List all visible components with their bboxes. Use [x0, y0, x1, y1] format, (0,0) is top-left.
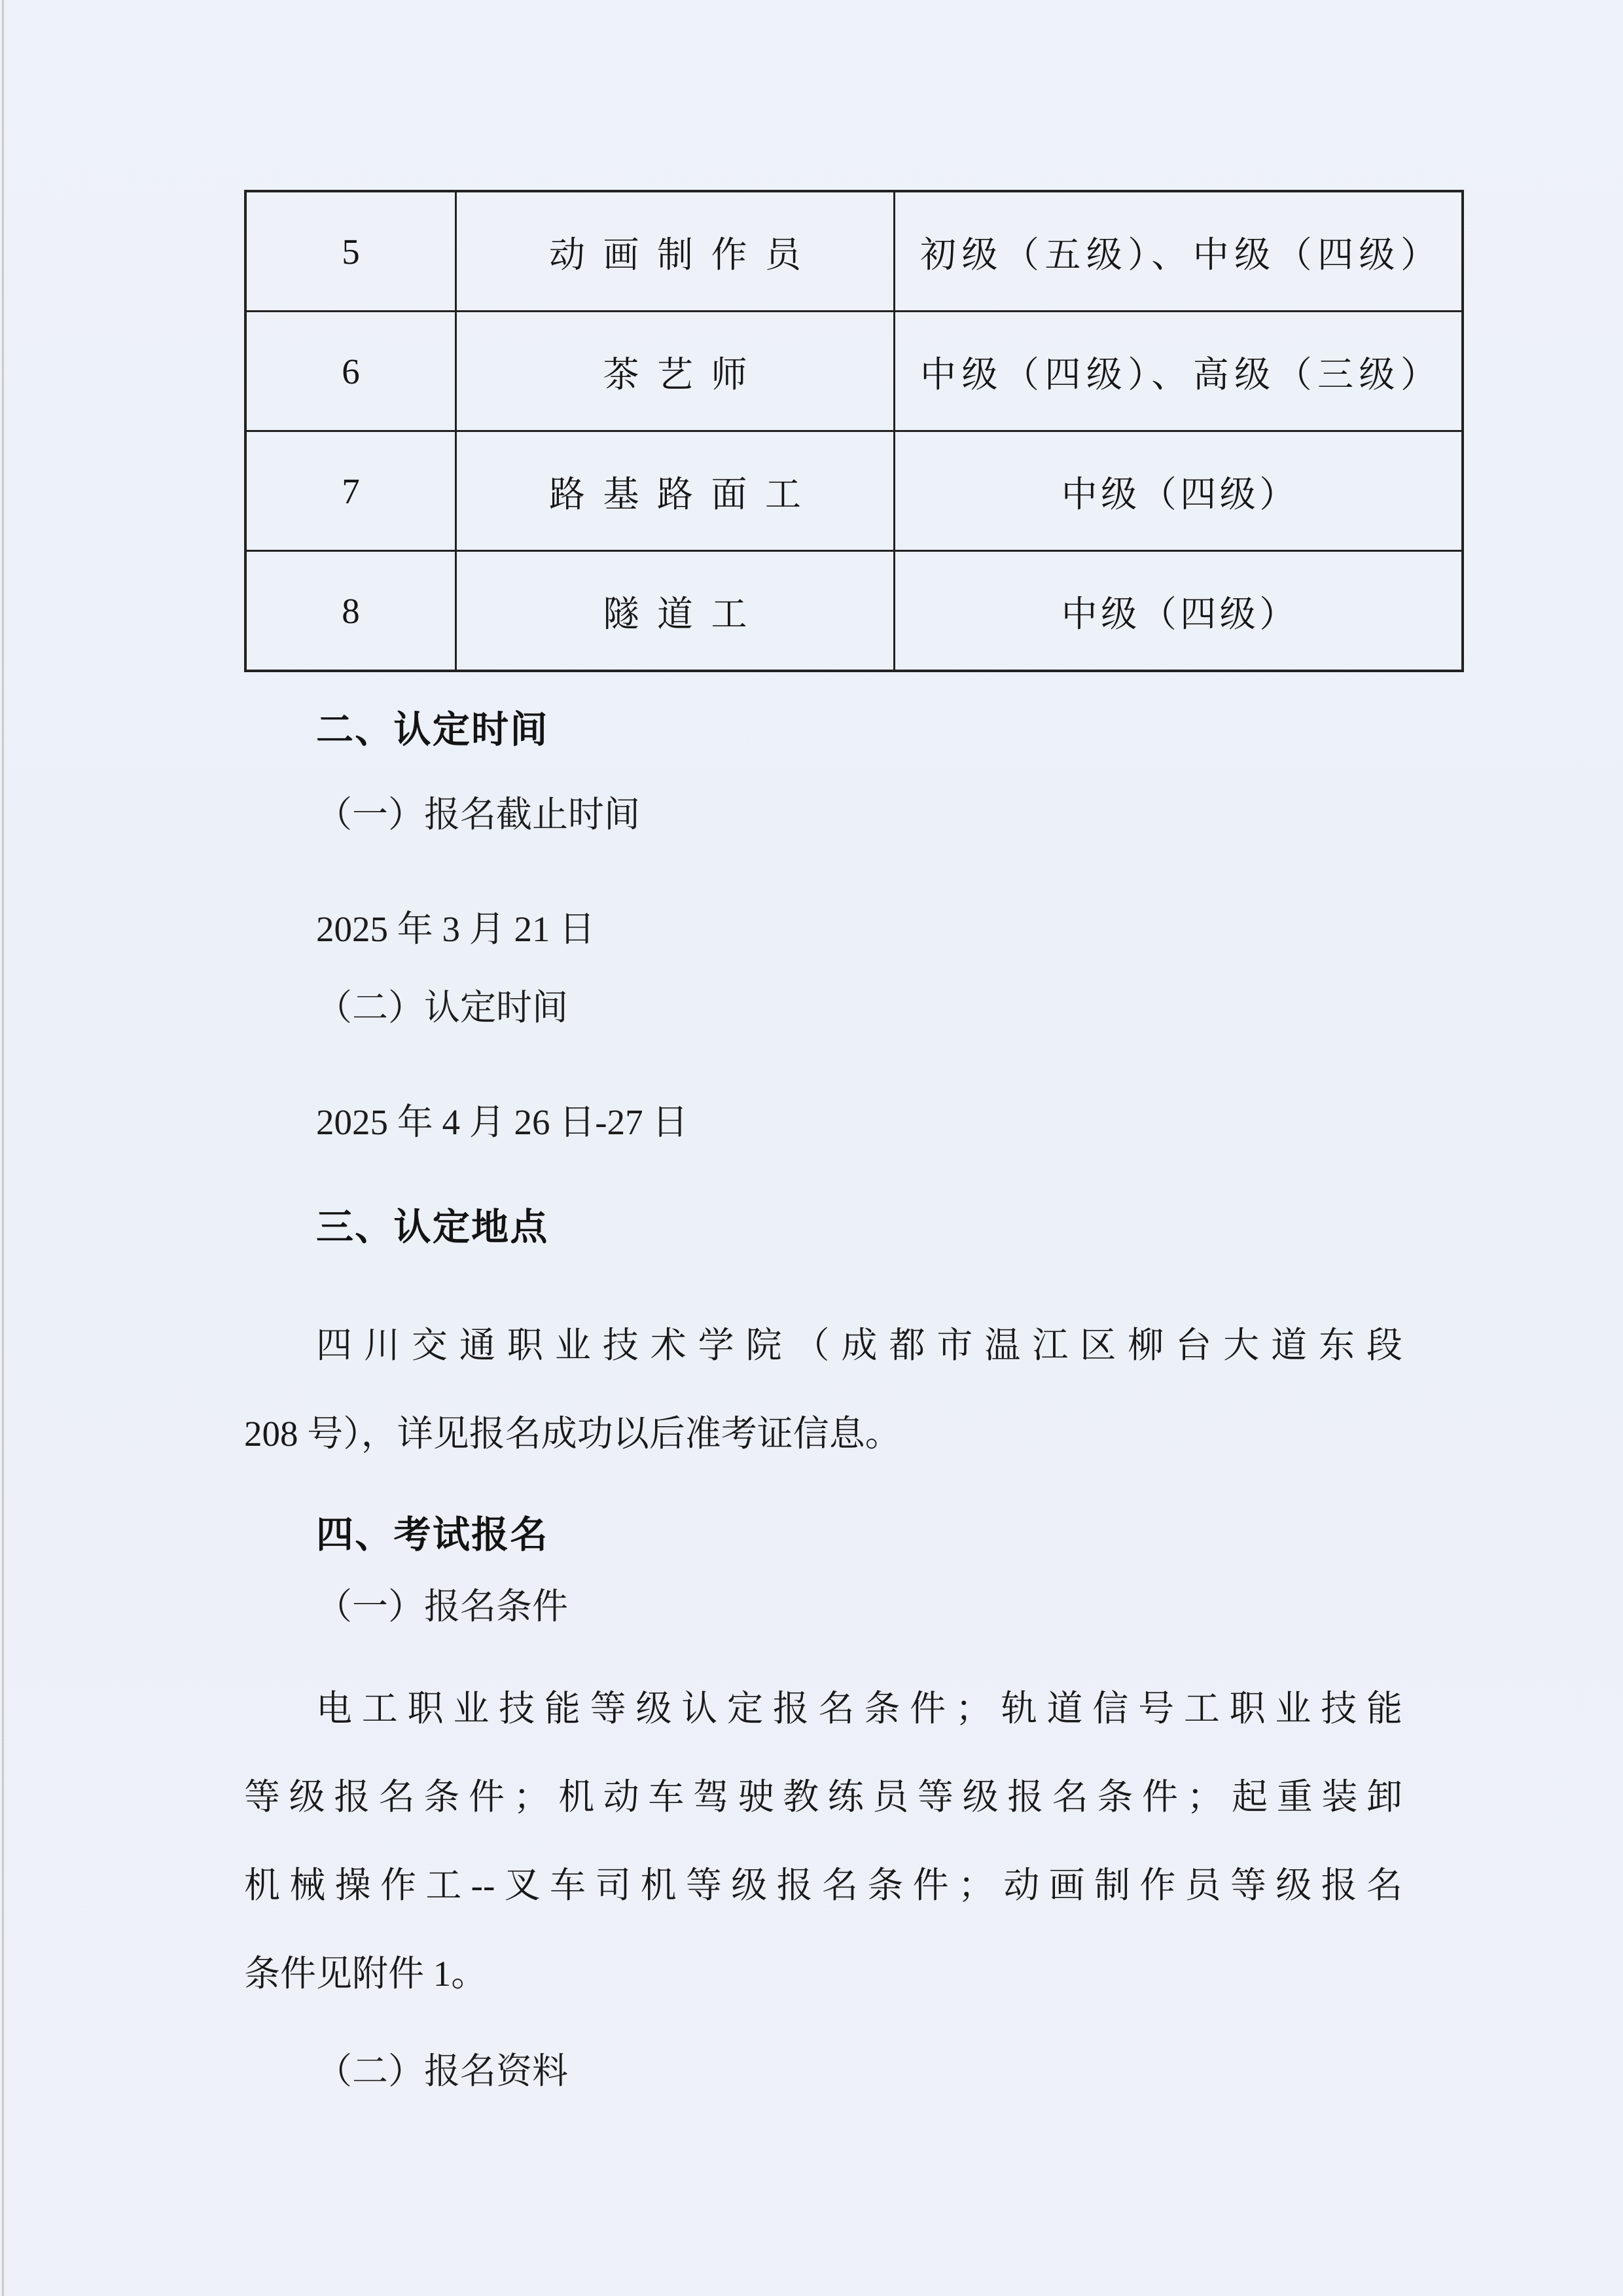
row-number-cell: 6: [245, 312, 456, 431]
section-4-sub-1: （一）报名条件: [316, 1587, 569, 1626]
section-4-sub-2: （二）报名资料: [316, 2051, 569, 2091]
scan-edge-artifact: [2, 0, 4, 2296]
table-row: [245, 191, 1463, 312]
location-line-2: 208 号），详见报名成功以后准考证信息。: [244, 1414, 901, 1454]
conditions-line-3: 机械操作工--叉车司机等级报名条件；动画制作员等级报名: [244, 1865, 1402, 1905]
occupation-cell: 路基路面工: [456, 431, 895, 551]
table-row: [245, 551, 1463, 672]
section-3-heading: 三、认定地点: [316, 1206, 549, 1248]
levels-cell: 初级（五级）、中级（四级）: [895, 191, 1463, 312]
qualification-table: [244, 190, 1464, 672]
occupation-cell: 隧道工: [456, 551, 895, 672]
assessment-date: 2025 年 4 月 26 日-27 日: [316, 1102, 688, 1142]
location-paragraph: [244, 1301, 1402, 1478]
conditions-line-4: 条件见附件 1。: [244, 1954, 488, 1994]
table-row: [245, 312, 1463, 431]
conditions-line-1: 电工职业技能等级认定报名条件；轨道信号工职业技能: [316, 1689, 1402, 1729]
occupation-cell: 动画制作员: [456, 191, 895, 312]
row-number-cell: 8: [245, 551, 456, 672]
row-number-cell: 7: [245, 431, 456, 551]
deadline-date: 2025 年 3 月 21 日: [316, 909, 596, 949]
section-2-sub-2: （二）认定时间: [316, 988, 569, 1028]
conditions-paragraph: [244, 1664, 1402, 2018]
conditions-line-2: 等级报名条件；机动车驾驶教练员等级报名条件；起重装卸: [244, 1777, 1402, 1817]
location-line-1: 四川交通职业技术学院（成都市温江区柳台大道东段: [316, 1325, 1402, 1365]
occupation-cell: 茶艺师: [456, 312, 895, 431]
table-row: [245, 431, 1463, 551]
levels-cell: 中级（四级）、高级（三级）: [895, 312, 1463, 431]
section-4-heading: 四、考试报名: [316, 1514, 549, 1556]
row-number-cell: 5: [245, 191, 456, 312]
section-2-sub-1: （一）报名截止时间: [316, 795, 641, 834]
levels-cell: 中级（四级）: [895, 551, 1463, 672]
section-2-heading: 二、认定时间: [316, 709, 549, 751]
levels-cell: 中级（四级）: [895, 431, 1463, 551]
